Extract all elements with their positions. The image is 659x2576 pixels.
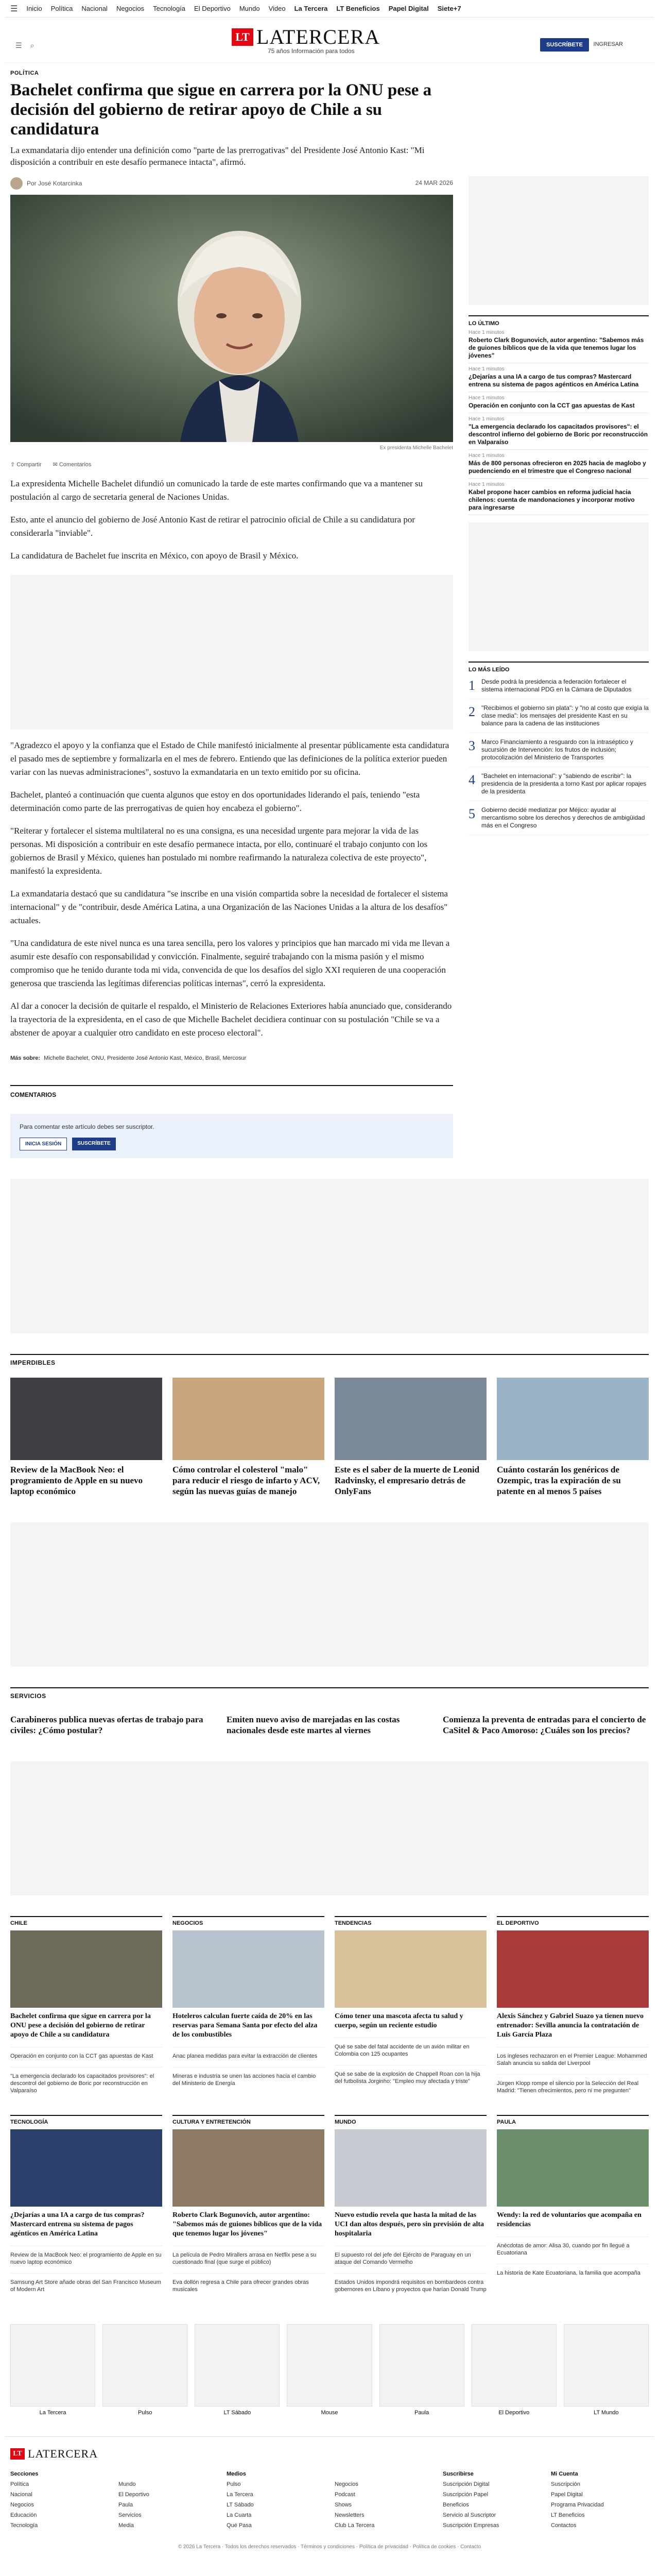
cover-label: Pulso (137, 2410, 152, 2416)
comments-section (10, 1085, 453, 1158)
footer-heading (118, 2471, 216, 2477)
subscribe-button[interactable]: SUSCRÍBETE (72, 1138, 115, 1150)
footer-link[interactable]: Shows (335, 2502, 352, 2508)
footer-link[interactable]: LT Beneficios (551, 2512, 585, 2518)
ad-slot (10, 1522, 649, 1667)
logo-mark: LT (10, 2448, 25, 2460)
article-title: Bachelet confirma que sigue en carrera por la ONU pese a decisión del gobierno de retirar apoyo de Chile a su candidatura (10, 81, 432, 139)
article (10, 63, 453, 1158)
footer-link[interactable]: Negocios (10, 2502, 34, 2508)
latest-title: LO ÚLTIMO (469, 315, 649, 327)
footer-heading: Mi Cuenta (551, 2471, 578, 2477)
footer-link[interactable]: Mundo (118, 2481, 136, 2487)
footer-link[interactable]: Pulso (227, 2481, 241, 2487)
nav-item[interactable]: LT Beneficios (336, 5, 380, 12)
item-time: Hace 1 minutos (469, 453, 505, 459)
footer-heading: Secciones (10, 2471, 39, 2477)
logo-text: LATERCERA (256, 25, 380, 48)
footer-link[interactable]: Suscripción Empresas (443, 2522, 499, 2529)
comments-box (10, 1114, 453, 1158)
footer-link[interactable]: Newsletters (335, 2512, 365, 2518)
section-heading[interactable]: EL DEPORTIVO (497, 1916, 649, 1926)
footer-link[interactable]: Podcast (335, 2492, 355, 2498)
section-heading: SERVICIOS (10, 1687, 649, 1700)
item-time: Hace 1 minutos (469, 482, 505, 487)
sub-story[interactable]: La historia de Kate Ecuatoriana, la familia que acompaña (497, 2264, 649, 2277)
story-image (172, 1378, 324, 1460)
story-title[interactable]: Alexis Sánchez y Gabriel Suazo ya tienen nuevo entrenador: Sevilla anuncia la contratación de Luis García Plaza (497, 2012, 644, 2039)
nav-item[interactable]: Tecnología (153, 5, 186, 12)
footer-heading (335, 2471, 432, 2477)
footer-link[interactable]: LT Sábado (227, 2502, 254, 2508)
item-title[interactable]: "La emergencia declarado los capacitados provisores": el descontrol infierno del gobierno de Boric por reconstrucción en Valparaíso (469, 423, 648, 446)
cover-image (564, 2324, 649, 2406)
comments-actions (20, 1138, 444, 1150)
nav-item[interactable]: Mundo (239, 5, 260, 12)
most-read-item[interactable] (469, 673, 649, 699)
latest-item[interactable] (469, 327, 649, 363)
footer-link[interactable]: Política (10, 2481, 29, 2487)
cover-item[interactable] (102, 2324, 187, 2416)
cover-label: LT Mundo (594, 2410, 619, 2416)
footer-link[interactable]: Suscripción Papel (443, 2492, 489, 2498)
nav-item[interactable]: El Deportivo (194, 5, 231, 12)
story-title[interactable]: Emiten nuevo aviso de marejadas en las costas nacionales desde este martes al viernes (227, 1715, 400, 1735)
paragraph: Al dar a conocer la decisión de quitarle el respaldo, el Ministerio de Relaciones Exteriores había anunciado que, considerando la trayectoria de la expresidenta, en el caso de que Michelle Bachelet decidiera continuar con su postulación "Chile se va a abstener de apoyar a cualquier otro candidato en este proceso electoral". (10, 1001, 452, 1038)
section-block (10, 2115, 162, 2293)
item-title[interactable]: Operación en conjunto con la CCT gas apuestas de Kast (469, 402, 635, 409)
author-avatar (10, 177, 23, 190)
section-heading[interactable]: TENDENCIAS (335, 1916, 487, 1926)
sub-story[interactable]: Qué se sabe del fatal accidente de un avión militar en Colombia con 125 ocupantes (335, 2038, 487, 2058)
section-heading[interactable]: PAULA (497, 2115, 649, 2125)
item-time: Hace 1 minutos (469, 366, 505, 372)
story-title[interactable]: Cómo tener una mascota afecta tu salud y cuerpo, según un reciente estudio (335, 2012, 463, 2029)
nav-item[interactable]: Nacional (81, 5, 108, 12)
footer-link[interactable]: Nacional (10, 2492, 32, 2498)
sub-story[interactable]: Review de la MacBook Neo: el programiento de Apple en su nuevo laptop económico (10, 2246, 162, 2266)
latest-item[interactable] (469, 392, 649, 413)
section-block (497, 2115, 649, 2293)
paragraph: La exmandataria destacó que su candidatura "se inscribe en una visión compartida sobre la necesidad de fortalecer el sistema internacional" y de "contribuir, desde América Latina, a una Organización de las Naciones Unidas a la altura de los desafíos" actuales. (10, 889, 448, 925)
story-title[interactable]: Wendy: la red de voluntarios que acompaña en residencias (497, 2211, 641, 2228)
story-image (10, 2129, 162, 2207)
author-name[interactable]: Por José Kotarcinka (27, 180, 82, 187)
section-heading: IMPERDIBLES (10, 1354, 649, 1366)
article-date: 24 MAR 2026 (415, 179, 453, 187)
sub-story[interactable]: Qué se sabe de la explosión de Chappell Roan con la hija del futbolista Jorginho: "Empleo muy afectada y triste" (335, 2065, 487, 2085)
header-icons (15, 41, 34, 50)
ad-slot (469, 176, 649, 305)
section-heading[interactable]: MUNDO (335, 2115, 487, 2125)
covers-grid (10, 2324, 649, 2416)
item-title[interactable]: Más de 800 personas ofrecieron en 2025 hacia de maglobo y puedenciendo en el trimestre que el Congreso nacional (469, 460, 646, 474)
section-block (172, 1916, 324, 2094)
footer-link[interactable]: Paula (118, 2502, 133, 2508)
site-footer (5, 2436, 654, 2560)
nav-item[interactable]: La Tercera (294, 5, 328, 12)
site-header (5, 18, 654, 63)
most-read-item[interactable] (469, 699, 649, 733)
section-block (10, 1916, 162, 2094)
sub-story[interactable]: Anac planea medidas para evitar la extracción de clientes (172, 2047, 324, 2060)
article-lead: La exmandataria dijo entender una definición como "parte de las prerrogativas" del Presidente José Antonio Kast: "Mi disposición a contribuir en este desafío permanece intacta", afirmó. (10, 145, 425, 167)
section-block (335, 1916, 487, 2094)
legal-text: © 2026 La Tercera · Todos los derechos reservados · Términos y condiciones · Política de privacidad · Política de cookies · Contacto (178, 2544, 481, 2550)
most-read-title: LO MÁS LEÍDO (469, 662, 649, 673)
section-heading[interactable]: NEGOCIOS (172, 1916, 324, 1926)
latest-item[interactable] (469, 450, 649, 479)
cover-item[interactable] (564, 2324, 649, 2416)
story-card[interactable] (497, 1378, 649, 1497)
sub-story[interactable]: El supuesto rol del jefe del Ejército de Paraguay en un ataque del Comando Vermelho (335, 2246, 487, 2266)
footer-link[interactable]: Suscripción Digital (443, 2481, 490, 2487)
subscribe-button[interactable]: SUSCRÍBETE (540, 38, 589, 52)
sections-row-2 (5, 2115, 654, 2293)
footer-link[interactable]: Servicio al Suscriptor (443, 2512, 496, 2518)
article-photo (10, 195, 453, 442)
ad-slot (469, 522, 649, 651)
story-image (335, 2129, 487, 2207)
nav-item[interactable]: Negocios (116, 5, 145, 12)
footer-link[interactable]: La Cuarta (227, 2512, 252, 2518)
search-icon[interactable]: ⌕ (30, 41, 34, 49)
item-title[interactable]: ¿Dejarías a una IA a cargo de tus compras? Mastercard entrena su sistema de pagos agénticos en América Latina (469, 373, 639, 388)
item-title[interactable]: Marco Financiamiento a resguardo con la intraséptico y sucursión de Intervención: los frutos de inclusión; protocolización del Ministerio de Transportes (481, 738, 633, 761)
story-title[interactable]: ¿Dejarías a una IA a cargo de tus compras? Mastercard entrena su sistema de pagos agénticos en América Latina (10, 2211, 145, 2238)
rank-number: 3 (469, 738, 475, 753)
story-title[interactable]: Comienza la preventa de entradas para el concierto de CaSitel & Paco Amoroso: ¿Cuáles son los precios? (443, 1715, 646, 1735)
comments-label: Comentarios (59, 462, 92, 468)
paragraph: "Reiterar y fortalecer el sistema multilateral no es una consigna, es una necesidad urgente para mejorar la vida de las personas. Mi disposición a contribuir en este desafío permanece intacta, por ello, continuaré el trabajo conjunto con los gobiernos de Brasil y México, quienes han postulado mi nombre reafirmando la naturaleza colectiva de este proyecto", manifestó la expresidenta. (10, 826, 428, 876)
logo-mark: LT (232, 28, 253, 46)
sub-story[interactable]: Eva dollón regresa a Chile para ofrecer grandes obras musicales (172, 2273, 324, 2293)
tags-label: Más sobre: (10, 1055, 41, 1061)
cover-item[interactable] (195, 2324, 280, 2416)
share-bar (10, 461, 453, 468)
main-content (5, 63, 654, 1158)
item-title[interactable]: Desde podrá la presidencia a federación fortalecer el sistema internacional PDG en la Cámara de Diputados (481, 678, 632, 693)
footer-columns (10, 2471, 649, 2529)
sub-story[interactable]: Los ingleses rechazaron en el Premier League: Mohammed Salah anuncia su salida del Liverpool (497, 2047, 649, 2067)
item-title[interactable]: Gobierno decidé mediatizar por Méjico: ayudar al mercantismo sobre los derechos y derechos de ambigüidad más en el Congreso (481, 806, 645, 829)
cover-label: Paula (414, 2410, 429, 2416)
story-title[interactable]: Hoteleros calculan fuerte caída de 20% en las reservas para Semana Santa por efecto del alza de los combustibles (172, 2012, 318, 2039)
nav-item[interactable]: Papel Digital (388, 5, 429, 12)
imperdibles-section (5, 1354, 654, 1497)
footer-link[interactable]: El Deportivo (118, 2492, 149, 2498)
footer-heading: Suscribirse (443, 2471, 474, 2477)
section-tag[interactable]: POLÍTICA (10, 70, 39, 76)
story-title[interactable]: Review de la MacBook Neo: el programiento de Apple en su nuevo laptop económico (10, 1465, 143, 1496)
footer-link[interactable]: Contactos (551, 2522, 577, 2529)
menu-icon[interactable]: ☰ (10, 4, 18, 13)
footer-logo[interactable] (10, 2447, 649, 2461)
sub-story[interactable]: Estados Unidos impondrá requisitos en bombardeos contra gobernores en Líbano y proyectos que harían Donald Trump (335, 2273, 487, 2293)
login-link[interactable]: INGRESAR (593, 41, 623, 47)
nav-item[interactable]: Política (50, 5, 73, 12)
comments-prompt: Para comentar este artículo debes ser suscriptor. (20, 1123, 154, 1130)
servicios-grid (10, 1710, 649, 1736)
sidebar (469, 63, 649, 1158)
story-card[interactable] (335, 1378, 487, 1497)
footer-link[interactable]: Club La Tercera (335, 2522, 375, 2529)
section-heading[interactable]: CHILE (10, 1916, 162, 1926)
story-title[interactable]: Este es el saber de la muerte de Leonid Radvinsky, el empresario detrás de OnlyFans (335, 1465, 480, 1496)
item-title[interactable]: "Bachelet en internacional": y "sabiendo de escribir": la presidencia de la presidenta a torno Kast por aplicar ropajes de la presidenta (481, 772, 647, 795)
footer-column (335, 2471, 432, 2529)
tags-list[interactable]: Michelle Bachelet, ONU, Presidente José Antonio Kast, México, Brasil, Mercosur (44, 1055, 247, 1061)
photo-caption: Ex presidenta Michelle Bachelet (379, 445, 453, 451)
menu-icon[interactable]: ☰ (15, 41, 22, 49)
cover-image (10, 2324, 95, 2406)
footer-link[interactable]: Servicios (118, 2512, 142, 2518)
footer-link[interactable]: Qué Pasa (227, 2522, 252, 2529)
cover-image (379, 2324, 464, 2406)
story-image (10, 1378, 162, 1460)
item-time: Hace 1 minutos (469, 416, 505, 422)
nav-item[interactable]: Siete+7 (437, 5, 461, 12)
site-logo[interactable] (232, 25, 380, 49)
story-card[interactable] (10, 1710, 216, 1736)
cover-image (102, 2324, 187, 2406)
share-label: Compartir (16, 462, 42, 468)
footer-link[interactable]: Beneficios (443, 2502, 469, 2508)
story-image (172, 1930, 324, 2008)
sub-story[interactable]: La película de Pedro Mirallers arrasa en Netflix pese a su cuestionado final (que surge el público) (172, 2246, 324, 2266)
footer-column (118, 2471, 216, 2529)
cover-item[interactable] (10, 2324, 95, 2416)
latest-list (469, 327, 649, 515)
comments-button[interactable]: ✉ Comentarios (53, 462, 92, 468)
cover-image (195, 2324, 280, 2406)
sub-story[interactable]: Anécdotas de amor: Alisa 30, cuando por fin llegué a Ecuatoriana (497, 2236, 649, 2257)
footer-link[interactable]: Programa Privacidad (551, 2502, 604, 2508)
footer-link[interactable]: Educación (10, 2512, 37, 2518)
section-heading[interactable]: TECNOLOGÍA (10, 2115, 162, 2125)
section-block (172, 2115, 324, 2293)
footer-column (227, 2471, 324, 2529)
ad-slot (10, 1761, 649, 1895)
portrait-image (10, 195, 453, 442)
ad-slot (10, 1179, 649, 1333)
sub-story[interactable]: "La emergencia declarado los capacitados provisores": el descontrol del gobierno de Boric por reconstrucción en Valparaíso (10, 2067, 162, 2094)
section-heading[interactable]: CULTURA Y ENTRETENCIÓN (172, 2115, 324, 2125)
latest-item[interactable] (469, 413, 649, 450)
servicios-section (5, 1687, 654, 1736)
story-title[interactable]: Carabineros publica nuevas ofertas de trabajo para civiles: ¿Cómo postular? (10, 1715, 203, 1735)
rank-number: 2 (469, 704, 475, 719)
most-read-item[interactable] (469, 801, 649, 835)
story-image (172, 2129, 324, 2207)
story-image (497, 1930, 649, 2008)
section-grid (10, 2115, 649, 2293)
cover-item[interactable] (287, 2324, 372, 2416)
story-title[interactable]: Cómo controlar el colesterol "malo" para reducir el riesgo de infarto y ACV, según las nuevas guías de manejo (172, 1465, 320, 1496)
nav-item[interactable]: Inicio (26, 5, 42, 12)
story-image (497, 1378, 649, 1460)
cover-image (472, 2324, 557, 2406)
rank-number: 4 (469, 772, 475, 787)
wide-ad (5, 1179, 654, 1333)
story-title[interactable]: Bachelet confirma que sigue en carrera por la ONU pese a decisión del gobierno de retirar apoyo de Chile a su candidatura (10, 2012, 151, 2039)
most-read-item[interactable] (469, 767, 649, 801)
most-read-list (469, 673, 649, 835)
logo-text: LATERCERA (28, 2447, 98, 2460)
covers-section (5, 2324, 654, 2416)
section-block (497, 1916, 649, 2094)
paragraph: La expresidenta Michelle Bachelet difundió un comunicado la tarde de este martes confirmando que va a mantener su postulación al cargo de secretaria general de Naciones Unidas. (10, 479, 423, 502)
cover-label: El Deportivo (498, 2410, 530, 2416)
cover-item[interactable] (472, 2324, 557, 2416)
comments-title: COMENTARIOS (10, 1091, 57, 1098)
sections-row-1 (5, 1916, 654, 2094)
paragraph: Esto, ante el anuncio del gobierno de José Antonio Kast de retirar el patrocinio oficial de Chile a su candidatura por considerarla "inviable". (10, 515, 415, 538)
paragraph: "Agradezco el apoyo y la confianza que el Estado de Chile manifestó inicialmente al presentar públicamente esta candidatura el pasado mes de septiembre y formalizarla en el mes de febrero. Entiendo que las definiciones de la política exterior pueden variar con las nuevas administraciones", sostuvo la exmandataria en un texto emitido por su oficina. (10, 740, 449, 777)
article-body (10, 477, 453, 1040)
cover-item[interactable] (379, 2324, 464, 2416)
rank-number: 1 (469, 678, 475, 693)
footer-link[interactable]: Media (118, 2522, 134, 2529)
item-time: Hace 1 minutos (469, 330, 505, 335)
footer-link[interactable]: La Tercera (227, 2492, 253, 2498)
cover-label: Mouse (321, 2410, 338, 2416)
footer-link[interactable]: Tecnología (10, 2522, 38, 2529)
ad-slot (10, 575, 453, 730)
footer-link[interactable]: Papel Digital (551, 2492, 583, 2498)
cover-label: La Tercera (39, 2410, 66, 2416)
cover-image (287, 2324, 372, 2406)
story-card[interactable] (172, 1378, 324, 1497)
paragraph: La candidatura de Bachelet fue inscrita en México, con apoyo de Brasil y México. (10, 551, 299, 561)
most-read-item[interactable] (469, 733, 649, 767)
top-navigation (5, 0, 654, 18)
story-card[interactable] (10, 1378, 162, 1497)
footer-link[interactable]: Negocios (335, 2481, 358, 2487)
tagline: 75 años Información para todos (268, 47, 355, 55)
item-title[interactable]: Kabel propone hacer cambios en reforma judicial hacia chilenos: cuenta de mandonaciones y incorporar motivo para ingresarse (469, 488, 635, 511)
sub-story[interactable]: Jürgen Klopp rompe el silencio por la Selección del Real Madrid: "Tienen ofrecimientos, pero ni me pregunten" (497, 2074, 649, 2094)
latest-item[interactable] (469, 363, 649, 392)
rank-number: 5 (469, 806, 475, 821)
nav-item[interactable]: Video (268, 5, 286, 12)
story-card[interactable] (227, 1710, 432, 1736)
paragraph: Bachelet, planteó a continuación que cuenta algunos que estoy en dos oportunidades liderando el país, teniendo "esta determinación como parte de las prerrogativas de quien hoy encabeza el gobierno". (10, 790, 420, 813)
sub-story[interactable]: Operación en conjunto con la CCT gas apuestas de Kast (10, 2047, 162, 2060)
imperdibles-grid (10, 1378, 649, 1497)
byline (10, 176, 453, 191)
section-block (335, 2115, 487, 2293)
story-title[interactable]: Cuánto costarán los genéricos de Ozempic, tras la expiración de su patente en al menos 5 países (497, 1465, 621, 1496)
share-button[interactable]: ⇪ Compartir (10, 462, 42, 468)
wide-ad (5, 1522, 654, 1667)
story-image (10, 1930, 162, 2008)
latest-item[interactable] (469, 479, 649, 515)
story-title[interactable]: Nuevo estudio revela que hasta la mitad de las UCI dan altos después, pero sin previsión de alta hospitalaria (335, 2211, 484, 2238)
story-title[interactable]: Roberto Clark Bogunovich, autor argentino: "Sabemos más de guiones bíblicos que de la vida que tenemos lugar los jóvenes" (172, 2211, 322, 2238)
story-card[interactable] (443, 1710, 649, 1736)
footer-column (10, 2471, 108, 2529)
item-title[interactable]: Roberto Clark Bogunovich, autor argentino: "Sabemos más de guiones bíblicos que de la vida que tenemos lugar los jóvenes" (469, 336, 644, 359)
footer-link[interactable]: Suscripción (551, 2481, 580, 2487)
footer-column (443, 2471, 541, 2529)
login-button[interactable]: INICIA SESIÓN (20, 1138, 67, 1150)
section-grid (10, 1916, 649, 2094)
item-time: Hace 1 minutos (469, 395, 505, 401)
sub-story[interactable]: Samsung Art Store añade obras del San Francisco Museum of Modern Art (10, 2273, 162, 2293)
footer-heading: Medios (227, 2471, 246, 2477)
wide-ad (5, 1761, 654, 1895)
paragraph: "Una candidatura de este nivel nunca es una tarea sencilla, pero los valores y principios que han marcado mi vida me llevan a asumir este desafío con responsabilidad y convicción. Finalmente, seguiré trabajando con la misma pasión y el mismo compromiso que he tenido durante toda mi vida, convencida de que los desafíos del siglo XXI requieren de una cooperación generosa que trascienda las legítimas diferencias políticas internas", cerró la expresidenta. (10, 938, 450, 988)
story-image (335, 1378, 487, 1460)
sub-story[interactable]: Mineras e industria se unen las acciones hacia el cambio del Ministerio de Energía (172, 2067, 324, 2087)
cover-label: LT Sábado (223, 2410, 251, 2416)
footer-column (551, 2471, 649, 2529)
story-image (497, 2129, 649, 2207)
item-title[interactable]: "Recibimos el gobierno sin plata": y "no al costo que exigía la clase media": los mensajes del presidente Kast en su balance para la cadena de las instituciones (481, 704, 649, 727)
story-image (335, 1930, 487, 2008)
tags (10, 1055, 453, 1061)
